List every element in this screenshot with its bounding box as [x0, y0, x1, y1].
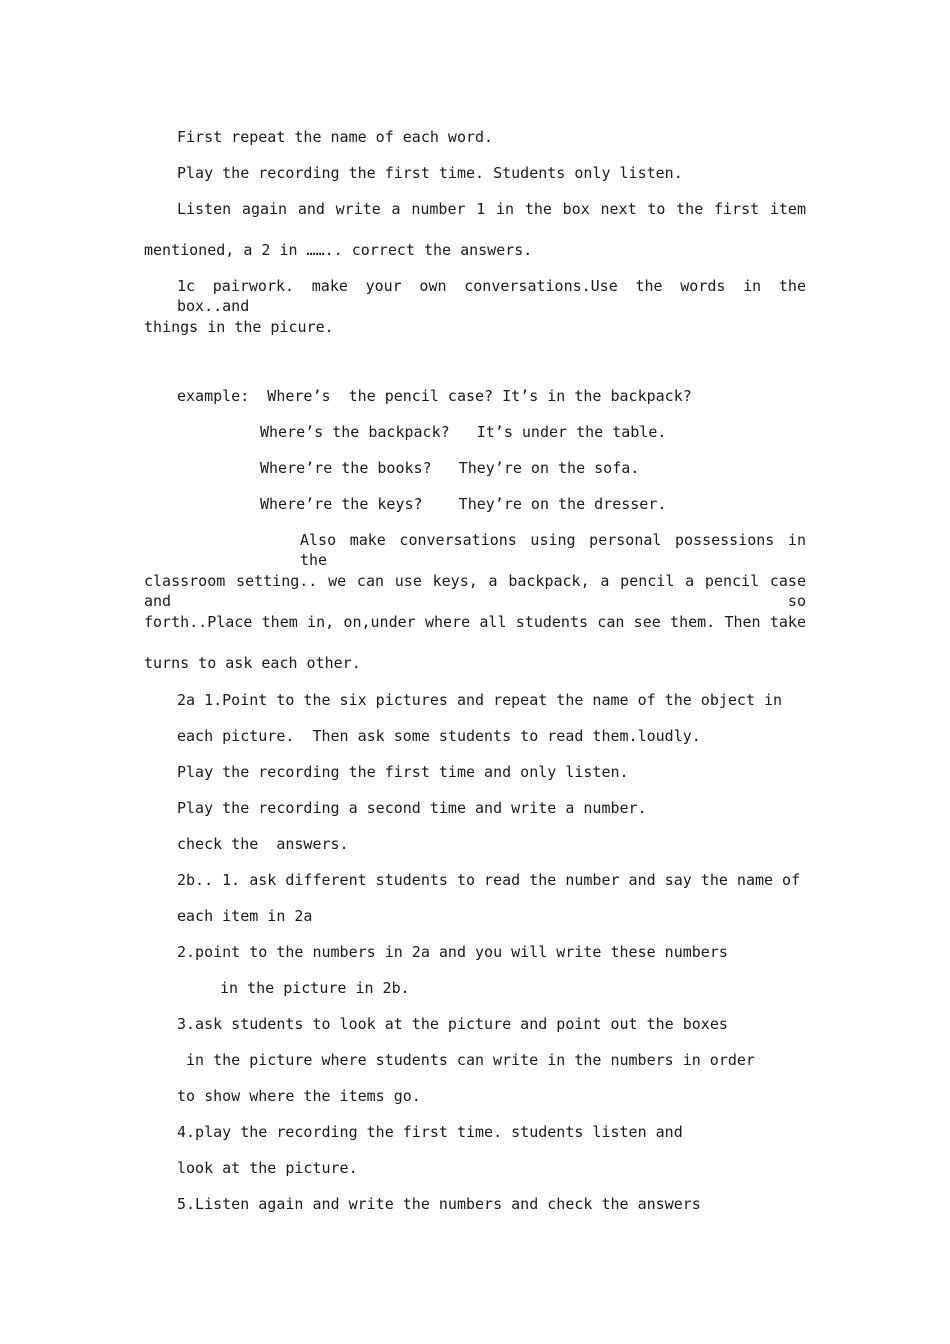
- text-line: 4.play the recording the first time. students listen and: [177, 1123, 683, 1141]
- text-line: Play the recording a second time and write a number.: [177, 799, 647, 817]
- text-line: First repeat the name of each word.: [177, 128, 494, 146]
- text-line: turns to ask each other.: [144, 654, 361, 672]
- text-line: classroom setting.. we can use keys, a backpack, a pencil a pencil case and so: [144, 572, 806, 610]
- text-line: Play the recording the first time and only listen.: [177, 763, 629, 781]
- text-line: 2b.. 1. ask different students to read the number and say the name of: [177, 871, 801, 889]
- text-line: mentioned, a 2 in …….. correct the answers.: [144, 241, 533, 259]
- example-line: example: Where’s the pencil case? It’s in the backpack?: [177, 387, 692, 405]
- text-line: 3.ask students to look at the picture and point out the boxes: [177, 1015, 728, 1033]
- text-line: forth..Place them in, on,under where all students can see them. Then take: [144, 613, 806, 631]
- example-line: Where’re the books? They’re on the sofa.: [260, 459, 640, 477]
- text-line: in the picture in 2b.: [220, 979, 410, 997]
- text-line: 2a 1.Point to the six pictures and repeat the name of the object in: [177, 691, 783, 709]
- text-line: Also make conversations using personal possessions in the: [300, 531, 806, 569]
- text-line: in the picture where students can write in the numbers in order: [186, 1051, 755, 1069]
- text-line: Listen again and write a number 1 in the box next to the first item: [177, 200, 806, 218]
- text-line: each picture. Then ask some students to read them.loudly.: [177, 727, 701, 745]
- example-line: Where’s the backpack? It’s under the table.: [260, 423, 667, 441]
- text-line: things in the picure.: [144, 318, 334, 336]
- example-line: Where’re the keys? They’re on the dresser.: [260, 495, 667, 513]
- text-line: check the answers.: [177, 835, 349, 853]
- text-line: 5.Listen again and write the numbers and check the answers: [177, 1195, 701, 1213]
- text-line: Play the recording the first time. Students only listen.: [177, 164, 683, 182]
- text-line: 2.point to the numbers in 2a and you will write these numbers: [177, 943, 728, 961]
- text-line: look at the picture.: [177, 1159, 358, 1177]
- text-line: 1c pairwork. make your own conversations.Use the words in the box..and: [177, 277, 806, 315]
- text-line: each item in 2a: [177, 907, 313, 925]
- text-line: to show where the items go.: [177, 1087, 421, 1105]
